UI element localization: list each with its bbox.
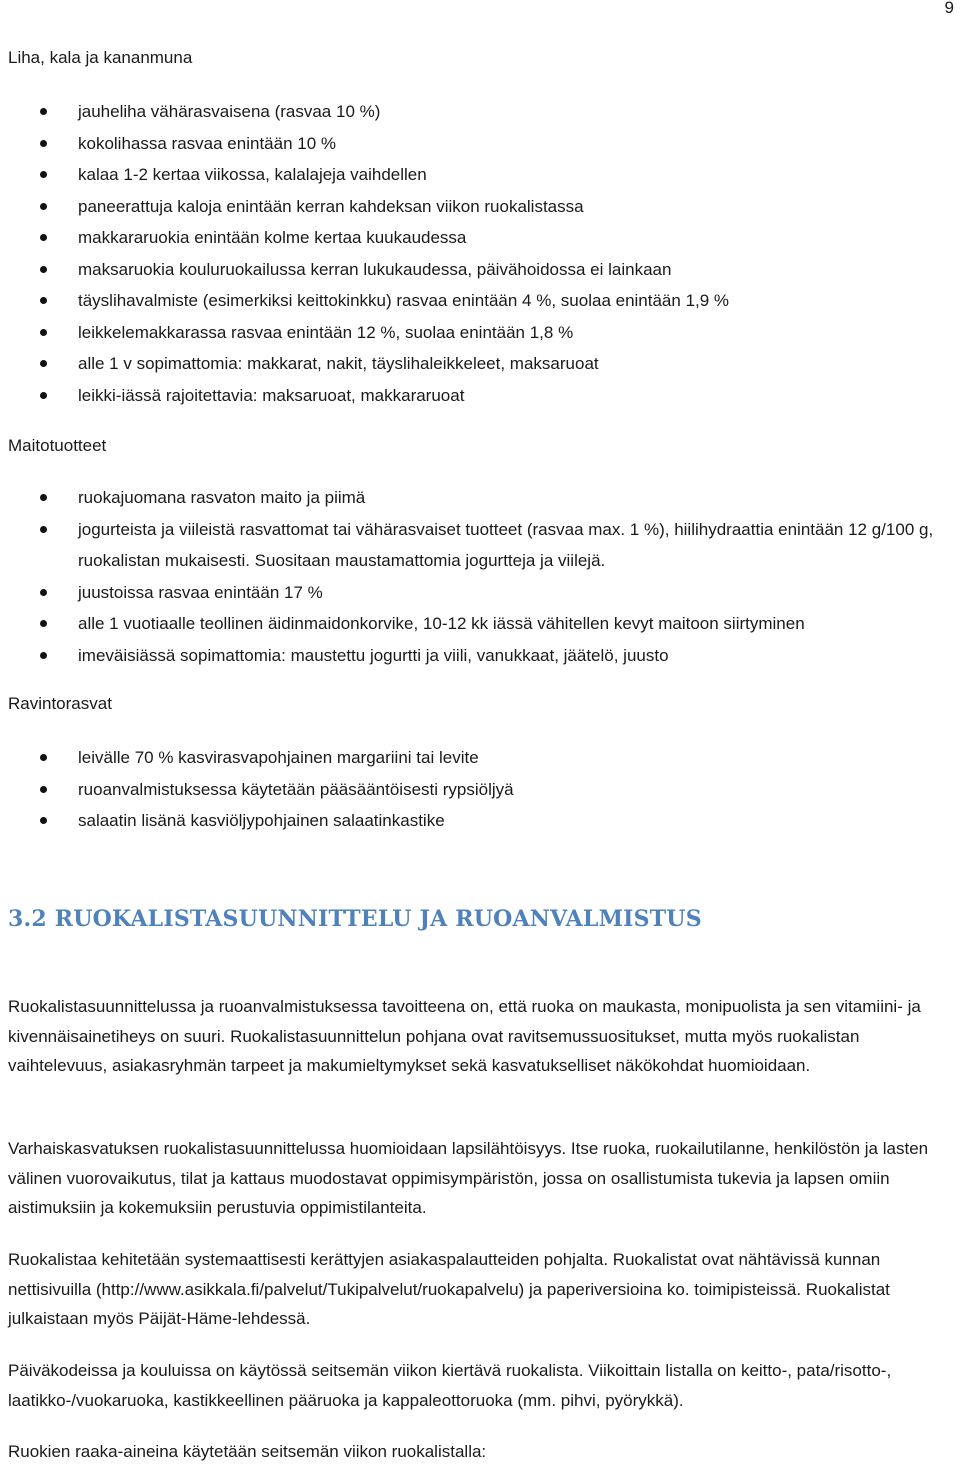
meat-list: [0, 96, 960, 411]
list-item: jauheliha vähärasvaisena (rasvaa 10 %): [0, 96, 960, 128]
list-item: leikkelemakkarassa rasvaa enintään 12 %, suolaa enintään 1,8 %: [0, 317, 960, 349]
list-item: paneerattuja kaloja enintään kerran kahdeksan viikon ruokalistassa: [0, 191, 960, 223]
paragraph: Ruokien raaka-aineina käytetään seitsemän viikon ruokalistalla:: [8, 1442, 487, 1461]
page-number: 9: [944, 0, 954, 17]
list-item: leivälle 70 % kasvirasvapohjainen margariini tai levite: [0, 742, 960, 774]
list-item: ruokajuomana rasvaton maito ja piimä: [0, 482, 960, 514]
list-item: ruoanvalmistuksessa käytetään pääsääntöisesti rypsiöljyä: [0, 774, 960, 806]
list-item: salaatin lisänä kasviöljypohjainen salaatinkastike: [0, 805, 960, 837]
list-item: leikki-iässä rajoitettavia: maksaruoat, makkararuoat: [0, 380, 960, 412]
list-item: imeväisiässä sopimattomia: maustettu jogurtti ja viili, vanukkaat, jäätelö, juusto: [0, 640, 960, 672]
section-heading-dairy: Maitotuotteet: [8, 436, 107, 455]
paragraph: Ruokalistasuunnittelussa ja ruoanvalmistuksessa tavoitteena on, että ruoka on maukasta, monipuolista ja sen vitamiini- ja kivennäisainetiheys on suuri. Ruokalistasuunnittelun pohjana ovat ravitsemussuositukset, mutta myös ruokalistan vaihtelevuus, asiakasryhmän tarpeet ja makumieltymykset sekä kasvatukselliset näkökohdat huomioidaan.: [8, 997, 921, 1075]
list-item: makkararuokia enintään kolme kertaa kuukaudessa: [0, 222, 960, 254]
list-item: maksaruokia kouluruokailussa kerran lukukaudessa, päivähoidossa ei lainkaan: [0, 254, 960, 286]
list-item: täyslihavalmiste (esimerkiksi keittokinkku) rasvaa enintään 4 %, suolaa enintään 1,9 %: [0, 285, 960, 317]
list-item: alle 1 vuotiaalle teollinen äidinmaidonkorvike, 10-12 kk iässä vähitellen kevyt maitoon siirtyminen: [0, 608, 960, 640]
paragraph: Varhaiskasvatuksen ruokalistasuunnittelussa huomioidaan lapsilähtöisyys. Itse ruoka, ruokailutilanne, henkilöstön ja lasten välinen vuorovaikutus, tilat ja kattaus muodostavat oppimisympäristön, jossa on osallistumista tukevia ja lapsen omiin aistimuksiin ja kokemuksiin perustuvia oppimistilanteita.: [8, 1139, 929, 1217]
list-item: alle 1 v sopimattomia: makkarat, nakit, täyslihaleikkeleet, maksaruoat: [0, 348, 960, 380]
section-heading-fats: Ravintorasvat: [8, 694, 112, 713]
chapter-title: 3.2 RUOKALISTASUUNNITTELU JA RUOANVALMISTUS: [8, 906, 702, 932]
paragraph: Päiväkodeissa ja kouluissa on käytössä seitsemän viikon kiertävä ruokalista. Viikoittain listalla on keitto-, pata/risotto-, laatikko-/vuokaruoka, kastikkeellinen pääruoka ja kappaleottoruoka (mm. pihvi, pyörykkä).: [8, 1361, 892, 1410]
section-heading-meat: Liha, kala ja kananmuna: [8, 48, 193, 67]
dairy-list: [0, 482, 960, 671]
list-item: kalaa 1-2 kertaa viikossa, kalalajeja vaihdellen: [0, 159, 960, 191]
paragraph: Ruokalistaa kehitetään systemaattisesti kerättyjen asiakaspalautteiden pohjalta. Ruokalistat ovat nähtävissä kunnan nettisivuilla (http://www.asikkala.fi/palvelut/Tukipalvelut/ruokapalvelu) ja paperiversioina ko. toimipisteissä. Ruokalistat julkaistaan myös Päijät-Häme-lehdessä.: [8, 1250, 890, 1328]
list-item: juustoissa rasvaa enintään 17 %: [0, 577, 960, 609]
list-item: kokolihassa rasvaa enintään 10 %: [0, 128, 960, 160]
fats-list: [0, 742, 960, 837]
list-item: jogurteista ja viileistä rasvattomat tai vähärasvaiset tuotteet (rasvaa max. 1 %), hiilihydraattia enintään 12 g/100 g, ruokalistan mukaisesti. Suositaan maustamattomia jogurtteja ja viilejä.: [0, 514, 960, 577]
